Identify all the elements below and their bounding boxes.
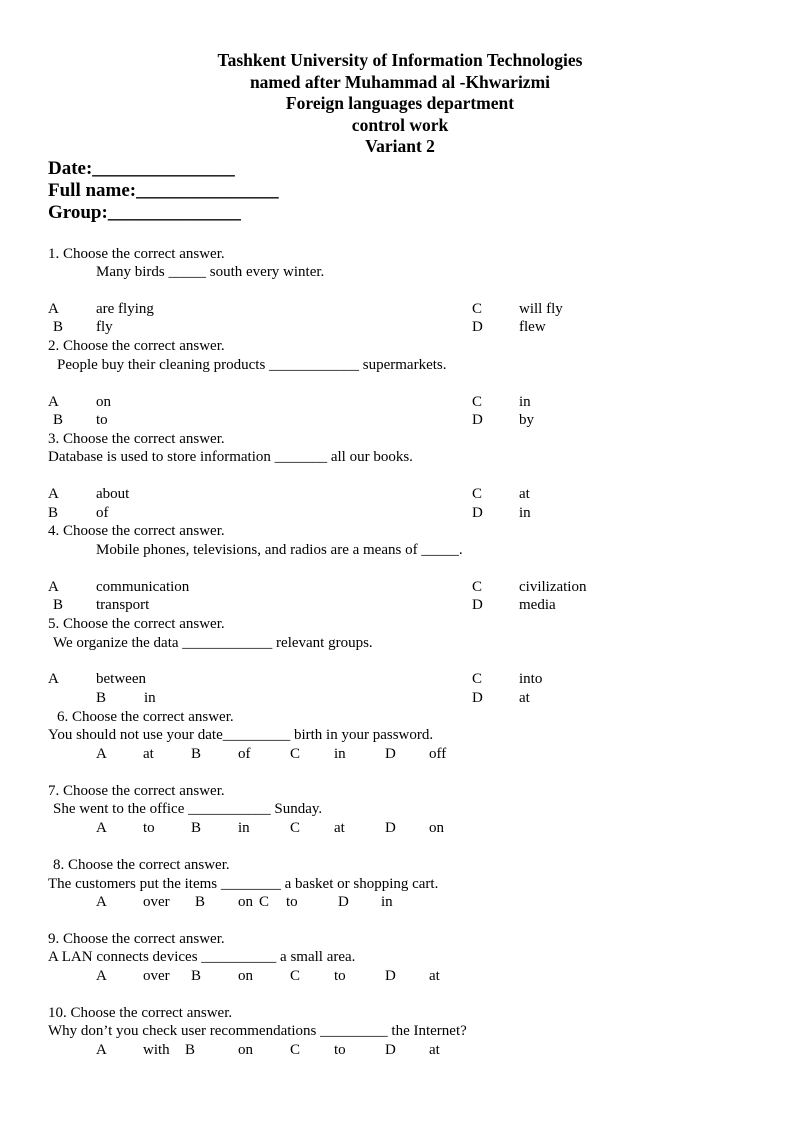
q1-option-c-text: will fly [519, 301, 563, 317]
question-9-prompt: 9. Choose the correct answer. [48, 931, 225, 947]
university-namesake: named after Muhammad al -Khwarizmi [249, 71, 551, 92]
q8-option-d-text: in [381, 894, 393, 910]
q10-option-d-text: at [429, 1042, 440, 1058]
question-3-prompt: 3. Choose the correct answer. [48, 431, 225, 447]
question-1-prompt: 1. Choose the correct answer. [48, 246, 225, 262]
q4-option-a-letter: A [48, 579, 59, 595]
q1-option-b-text: fly [96, 319, 113, 335]
q8-option-b-letter: B [195, 894, 206, 910]
document-header [0, 50, 800, 158]
q10-option-d-letter: D [385, 1042, 396, 1058]
q5-option-b-text: in [144, 690, 156, 706]
university-name: Tashkent University of Information Technologies [217, 50, 583, 70]
q5-option-c-letter: C [472, 671, 483, 687]
q1-option-b-letter: B [53, 319, 64, 335]
q7-option-b-text: in [238, 820, 250, 836]
question-8-prompt: 8. Choose the correct answer. [53, 857, 230, 873]
q5-option-a-letter: A [48, 671, 59, 687]
q7-option-d-letter: D [385, 820, 396, 836]
q2-option-b-letter: B [53, 412, 64, 428]
q9-option-b-text: on [238, 968, 253, 984]
q8-option-b-text: on [238, 894, 253, 910]
q7-option-c-letter: C [290, 820, 301, 836]
question-8-sentence: The customers put the items ________ a basket or shopping cart. [48, 876, 439, 892]
q8-option-a-text: over [143, 894, 170, 910]
q3-option-a-text: about [96, 486, 130, 502]
q6-option-d-letter: D [385, 746, 396, 762]
q1-option-d-text: flew [519, 319, 546, 335]
q4-option-a-text: communication [96, 579, 190, 595]
q2-option-a-letter: A [48, 394, 59, 410]
q9-option-a-text: over [143, 968, 170, 984]
q4-option-d-text: media [519, 597, 556, 613]
q5-option-b-letter: B [96, 690, 107, 706]
q10-option-c-text: to [334, 1042, 346, 1058]
q3-option-c-letter: C [472, 486, 483, 502]
q2-option-a-text: on [96, 394, 111, 410]
q3-option-d-letter: D [472, 505, 483, 521]
q10-option-b-letter: B [185, 1042, 196, 1058]
question-6-sentence: You should not use your date_________ birth in your password. [48, 727, 434, 743]
q6-option-c-text: in [334, 746, 346, 762]
q2-option-d-text: by [519, 412, 534, 428]
date-field: Date:_______________ [48, 158, 235, 179]
question-6-prompt: 6. Choose the correct answer. [57, 709, 234, 725]
question-3-sentence: Database is used to store information _______ all our books. [48, 449, 413, 465]
q7-option-a-text: to [143, 820, 155, 836]
group-field: Group:______________ [48, 202, 241, 223]
q3-option-a-letter: A [48, 486, 59, 502]
q2-option-d-letter: D [472, 412, 483, 428]
full-name-field: Full name:_______________ [48, 180, 279, 201]
q5-option-d-letter: D [472, 690, 483, 706]
q7-option-a-letter: A [96, 820, 107, 836]
q8-option-d-letter: D [338, 894, 349, 910]
q7-option-c-text: at [334, 820, 345, 836]
q6-option-a-letter: A [96, 746, 107, 762]
q8-option-a-letter: A [96, 894, 107, 910]
q4-option-b-letter: B [53, 597, 64, 613]
q6-option-a-text: at [143, 746, 154, 762]
q9-option-b-letter: B [191, 968, 202, 984]
q4-option-b-text: transport [96, 597, 150, 613]
q9-option-d-text: at [429, 968, 440, 984]
q1-option-a-text: are flying [96, 301, 154, 317]
q1-option-d-letter: D [472, 319, 483, 335]
question-9-sentence: A LAN connects devices __________ a small area. [48, 949, 356, 965]
q1-option-a-letter: A [48, 301, 59, 317]
q10-option-a-letter: A [96, 1042, 107, 1058]
question-4-prompt: 4. Choose the correct answer. [48, 523, 225, 539]
q10-option-c-letter: C [290, 1042, 301, 1058]
q8-option-c-text: to [286, 894, 298, 910]
variant-label: Variant 2 [365, 136, 435, 156]
q1-option-c-letter: C [472, 301, 483, 317]
q3-option-c-text: at [519, 486, 530, 502]
question-7-prompt: 7. Choose the correct answer. [48, 783, 225, 799]
q10-option-b-text: on [238, 1042, 253, 1058]
q3-option-b-letter: B [48, 505, 59, 521]
question-10-sentence: Why don’t you check user recommendations _________ the Internet? [48, 1023, 467, 1039]
q7-option-b-letter: B [191, 820, 202, 836]
question-4-sentence: Mobile phones, televisions, and radios are a means of _____. [96, 542, 463, 558]
q2-option-c-text: in [519, 394, 531, 410]
q6-option-d-text: off [429, 746, 447, 762]
question-1-sentence: Many birds _____ south every winter. [96, 264, 325, 280]
work-title: control work [351, 114, 449, 135]
q4-option-c-text: civilization [519, 579, 587, 595]
q5-option-c-text: into [519, 671, 543, 687]
q9-option-a-letter: A [96, 968, 107, 984]
q2-option-b-text: to [96, 412, 108, 428]
question-2-prompt: 2. Choose the correct answer. [48, 338, 225, 354]
question-7-sentence: She went to the office ___________ Sunday. [53, 801, 323, 817]
question-2-sentence: People buy their cleaning products ____________ supermarkets. [57, 357, 447, 373]
q4-option-d-letter: D [472, 597, 483, 613]
q10-option-a-text: with [143, 1042, 170, 1058]
q4-option-c-letter: C [472, 579, 483, 595]
q5-option-d-text: at [519, 690, 530, 706]
question-5-prompt: 5. Choose the correct answer. [48, 616, 225, 632]
q9-option-c-text: to [334, 968, 346, 984]
q9-option-c-letter: C [290, 968, 301, 984]
q5-option-a-text: between [96, 671, 146, 687]
q9-option-d-letter: D [385, 968, 396, 984]
q8-option-c-letter: C [259, 894, 270, 910]
q6-option-c-letter: C [290, 746, 301, 762]
q6-option-b-letter: B [191, 746, 202, 762]
q3-option-b-text: of [96, 505, 109, 521]
q6-option-b-text: of [238, 746, 251, 762]
department-name: Foreign languages department [285, 93, 515, 113]
question-5-sentence: We organize the data ____________ relevant groups. [53, 635, 373, 651]
question-10-prompt: 10. Choose the correct answer. [48, 1005, 233, 1021]
q3-option-d-text: in [519, 505, 531, 521]
q2-option-c-letter: C [472, 394, 483, 410]
q7-option-d-text: on [429, 820, 444, 836]
